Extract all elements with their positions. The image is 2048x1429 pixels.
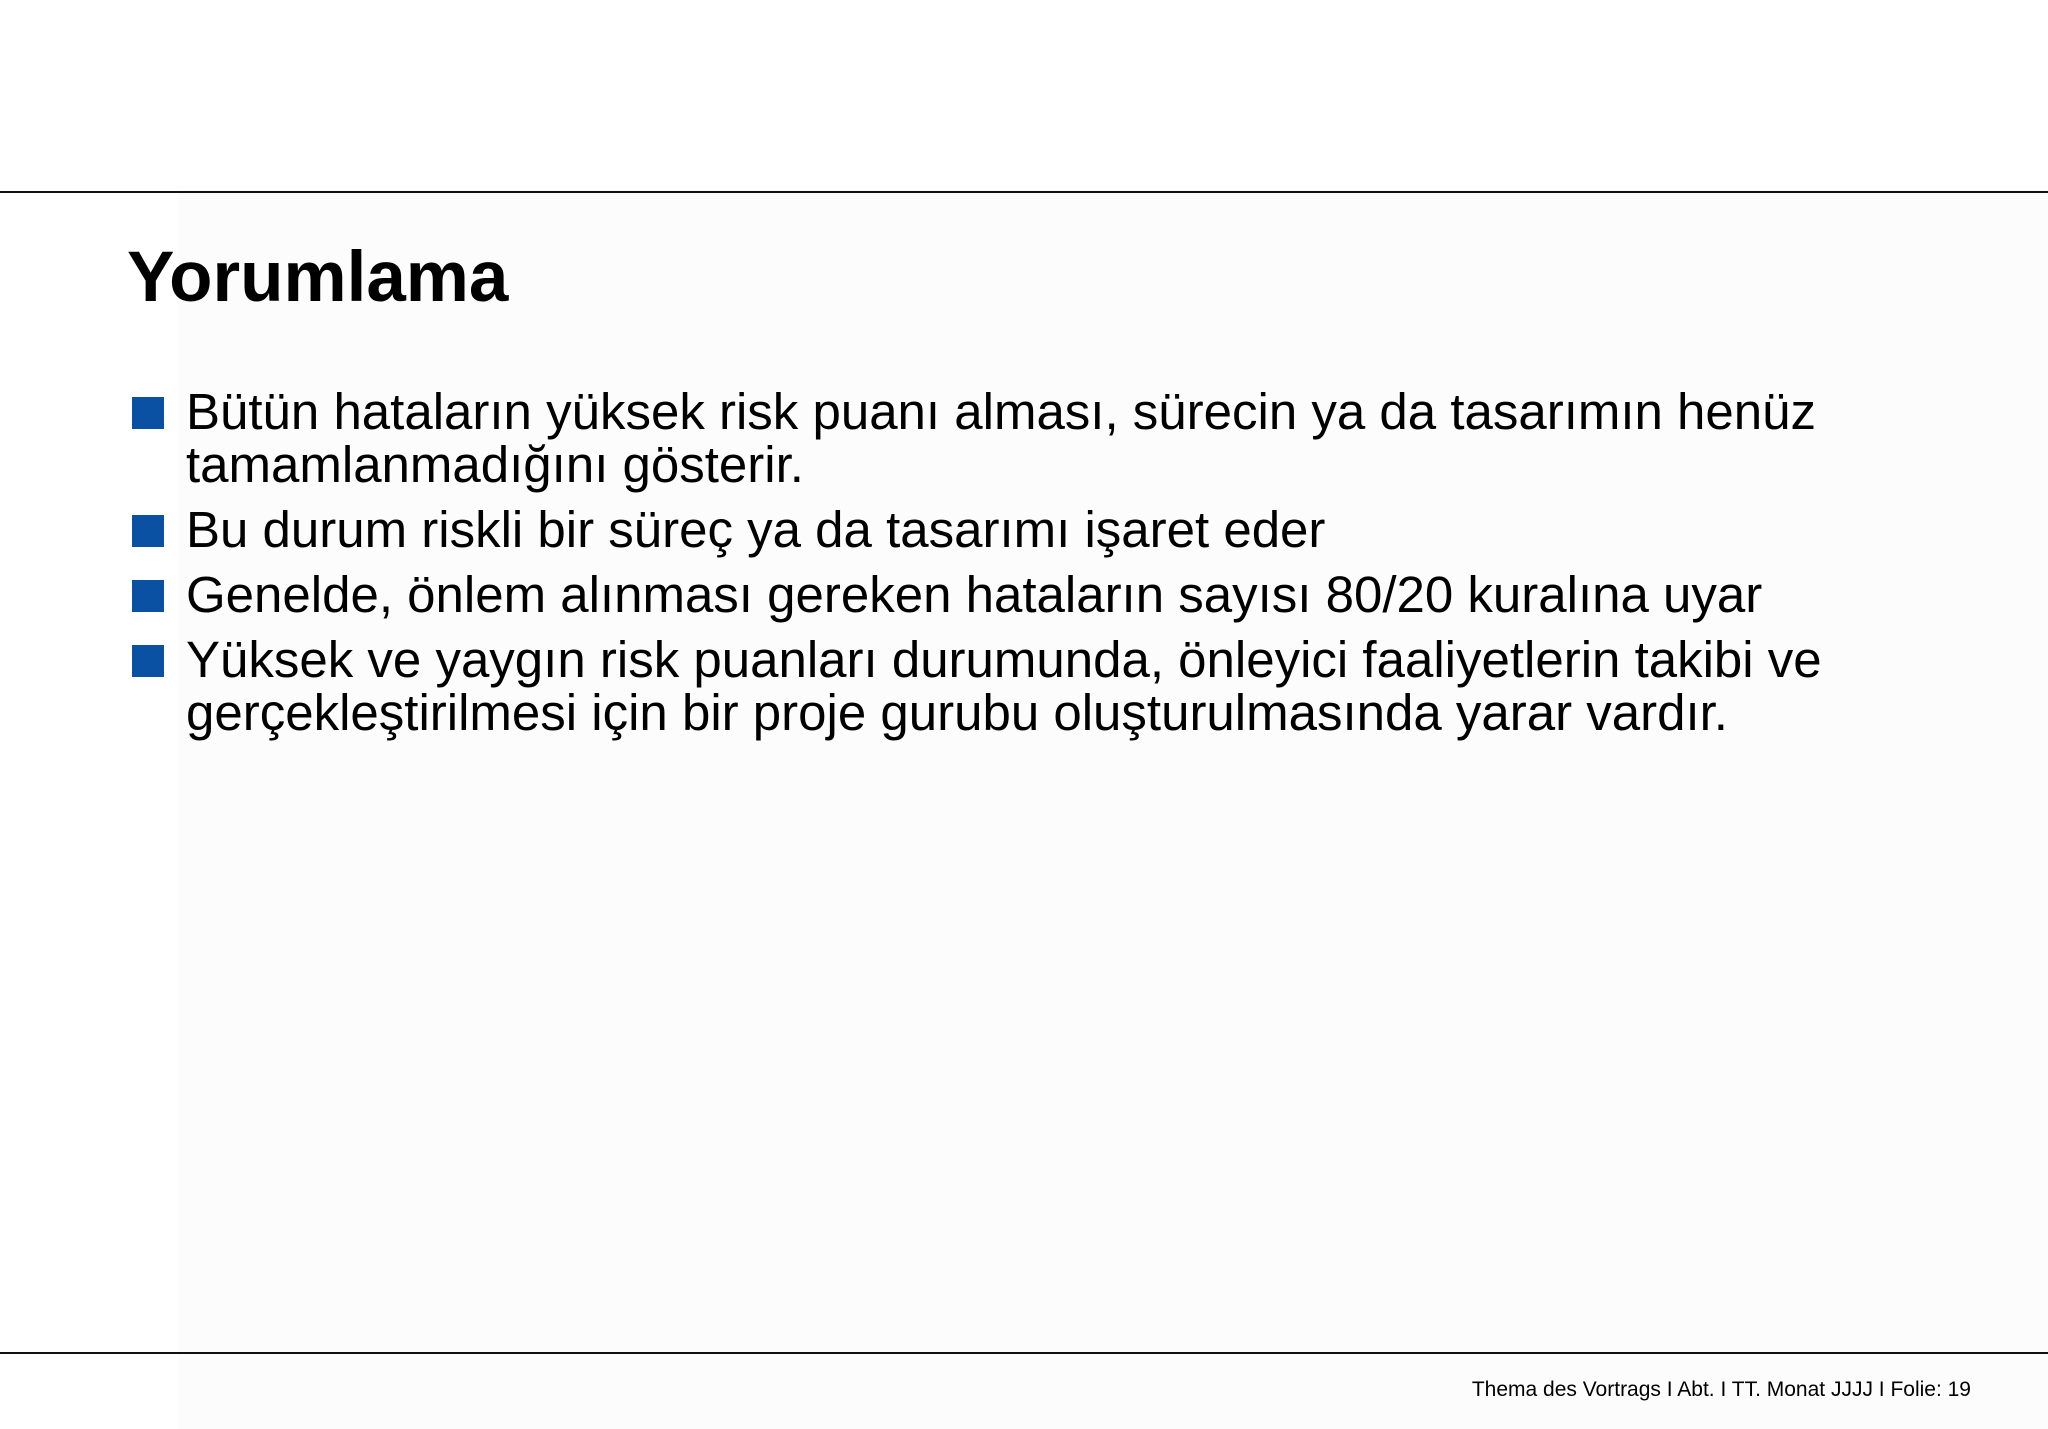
bullet-item: [132, 633, 2012, 739]
header-divider: [0, 191, 2048, 193]
bullet-list: [132, 385, 2012, 751]
bullet-text: Yüksek ve yaygın risk puanları durumunda, önleyici faaliyetlerin takibi ve gerçekleştirilmesi için bir proje gurubu oluşturulmasında yarar vardır.: [186, 631, 1822, 741]
bullet-item: [132, 385, 2012, 491]
bullet-text: Genelde, önlem alınması gereken hataların sayısı 80/20 kuralına uyar: [186, 566, 1763, 623]
square-bullet-icon: [132, 397, 164, 429]
bullet-text: Bütün hataların yüksek risk puanı alması, sürecin ya da tasarımın henüz tamamlanmadığını gösterir.: [186, 383, 1817, 493]
slide-title: Yorumlama: [127, 238, 509, 317]
square-bullet-icon: [132, 515, 164, 547]
square-bullet-icon: [132, 580, 164, 612]
bullet-item: [132, 568, 2012, 621]
bullet-item: [132, 503, 2012, 556]
content-background: [178, 190, 2048, 1429]
bullet-text: Bu durum riskli bir süreç ya da tasarımı işaret eder: [186, 501, 1326, 558]
slide-footer: Thema des Vortrags I Abt. I TT. Monat JJJJ I Folie: 19: [1471, 1378, 1971, 1401]
footer-divider: [0, 1352, 2048, 1354]
square-bullet-icon: [132, 645, 164, 677]
